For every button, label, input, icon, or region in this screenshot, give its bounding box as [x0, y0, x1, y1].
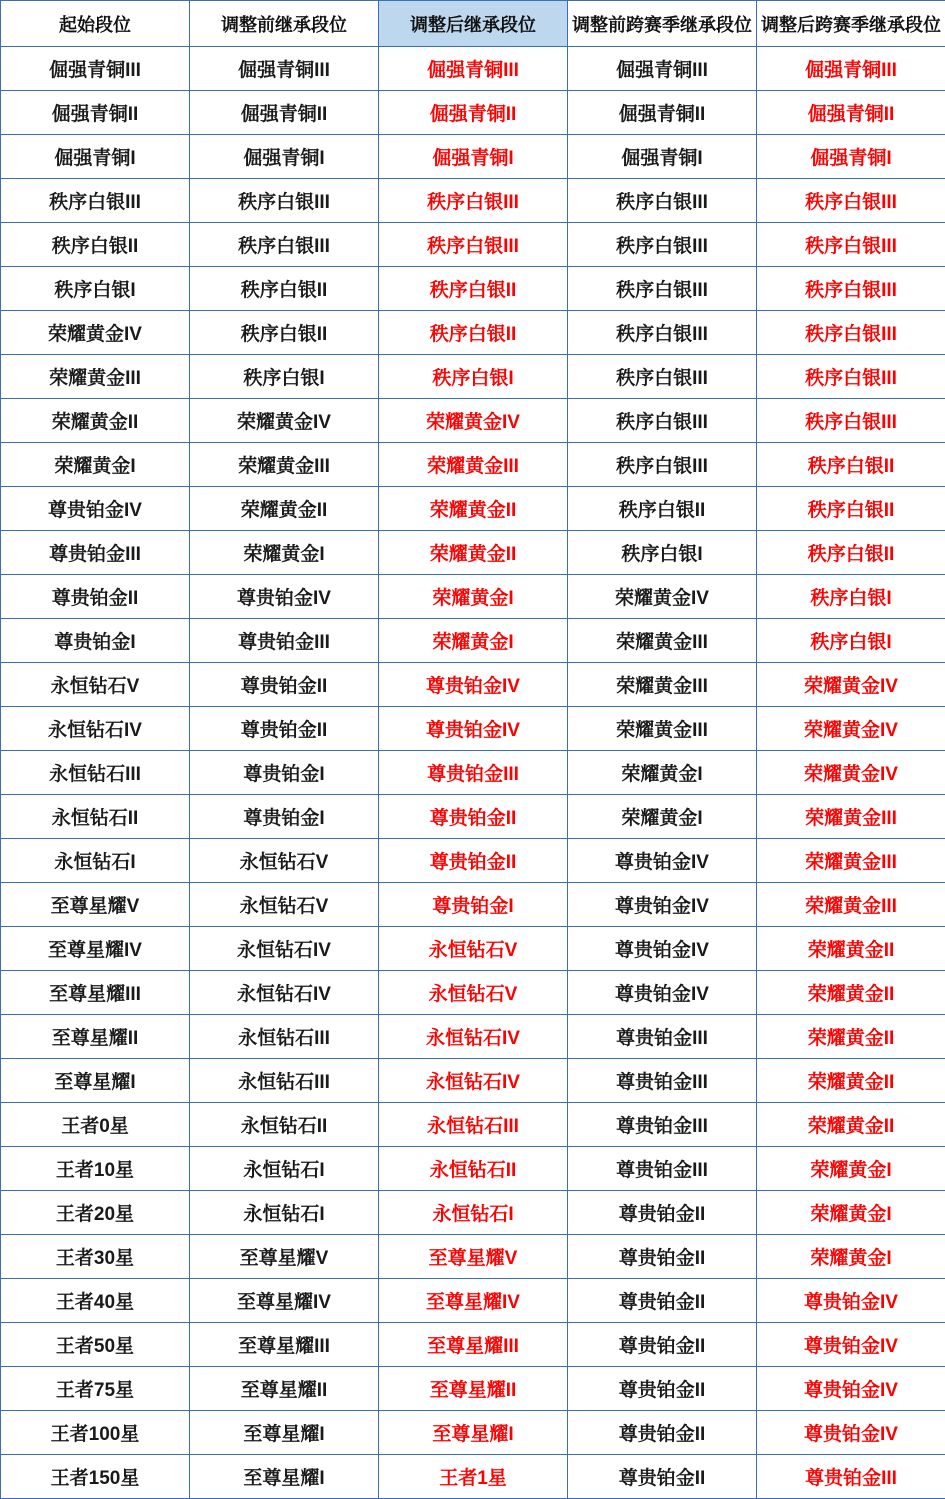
table-cell: 至尊星耀III [190, 1323, 379, 1367]
table-row [1, 795, 945, 839]
table-cell: 荣耀黄金IV [757, 707, 945, 751]
table-cell: 荣耀黄金II [757, 1015, 945, 1059]
table-cell: 永恒钻石V [379, 927, 568, 971]
table-cell: 秩序白银III [190, 179, 379, 223]
table-body [1, 47, 945, 1499]
column-header-after-inherit: 调整后继承段位 [379, 1, 568, 47]
table-cell: 至尊星耀IV [379, 1279, 568, 1323]
table-cell: 荣耀黄金II [757, 927, 945, 971]
table-cell: 秩序白银III [379, 179, 568, 223]
table-row [1, 355, 945, 399]
table-cell: 永恒钻石III [379, 1103, 568, 1147]
table-row [1, 1367, 945, 1411]
table-cell: 荣耀黄金II [379, 531, 568, 575]
table-cell: 荣耀黄金I [757, 1191, 945, 1235]
table-cell: 永恒钻石III [190, 1015, 379, 1059]
table-cell: 永恒钻石II [379, 1147, 568, 1191]
table-cell: 王者100星 [1, 1411, 190, 1455]
table-cell: 倔强青铜I [190, 135, 379, 179]
table-cell: 至尊星耀I [190, 1455, 379, 1499]
table-cell: 尊贵铂金IV [757, 1411, 945, 1455]
table-cell: 尊贵铂金I [190, 795, 379, 839]
table-cell: 荣耀黄金II [1, 399, 190, 443]
table-row [1, 971, 945, 1015]
table-cell: 荣耀黄金IV [757, 751, 945, 795]
table-cell: 荣耀黄金III [757, 795, 945, 839]
table-cell: 永恒钻石IV [190, 971, 379, 1015]
table-cell: 王者20星 [1, 1191, 190, 1235]
table-cell: 至尊星耀I [379, 1411, 568, 1455]
table-cell: 秩序白银I [568, 531, 757, 575]
table-cell: 荣耀黄金IV [757, 663, 945, 707]
table-cell: 尊贵铂金III [568, 1059, 757, 1103]
table-cell: 荣耀黄金III [757, 883, 945, 927]
table-cell: 荣耀黄金II [757, 1059, 945, 1103]
table-cell: 秩序白银III [568, 399, 757, 443]
table-cell: 秩序白银I [757, 575, 945, 619]
table-cell: 荣耀黄金I [379, 575, 568, 619]
table-row [1, 1455, 945, 1499]
table-cell: 尊贵铂金IV [757, 1323, 945, 1367]
table-cell: 荣耀黄金III [757, 839, 945, 883]
table-row [1, 135, 945, 179]
table-row [1, 663, 945, 707]
table-cell: 荣耀黄金I [568, 751, 757, 795]
table-cell: 尊贵铂金IV [757, 1279, 945, 1323]
table-cell: 尊贵铂金II [190, 663, 379, 707]
table-cell: 尊贵铂金III [568, 1103, 757, 1147]
table-cell: 王者40星 [1, 1279, 190, 1323]
table-cell: 至尊星耀V [1, 883, 190, 927]
table-cell: 永恒钻石II [1, 795, 190, 839]
table-cell: 永恒钻石IV [190, 927, 379, 971]
table-cell: 秩序白银III [568, 443, 757, 487]
table-cell: 至尊星耀V [379, 1235, 568, 1279]
table-cell: 王者1星 [379, 1455, 568, 1499]
table-cell: 荣耀黄金III [190, 443, 379, 487]
table-cell: 至尊星耀II [190, 1367, 379, 1411]
table-cell: 倔强青铜I [1, 135, 190, 179]
table-cell: 尊贵铂金II [190, 707, 379, 751]
table-cell: 荣耀黄金I [1, 443, 190, 487]
table-row [1, 927, 945, 971]
table-row [1, 399, 945, 443]
table-cell: 倔强青铜I [757, 135, 945, 179]
table-cell: 秩序白银II [757, 531, 945, 575]
table-cell: 尊贵铂金II [568, 1191, 757, 1235]
table-cell: 秩序白银III [568, 267, 757, 311]
table-cell: 荣耀黄金II [190, 487, 379, 531]
table-row [1, 575, 945, 619]
table-cell: 尊贵铂金II [379, 795, 568, 839]
table-cell: 至尊星耀II [379, 1367, 568, 1411]
table-cell: 尊贵铂金IV [190, 575, 379, 619]
table-cell: 永恒钻石III [190, 1059, 379, 1103]
table-cell: 荣耀黄金II [757, 1103, 945, 1147]
table-cell: 永恒钻石I [1, 839, 190, 883]
table-cell: 秩序白银II [379, 267, 568, 311]
table-cell: 尊贵铂金II [568, 1455, 757, 1499]
table-row [1, 91, 945, 135]
table-cell: 倔强青铜III [379, 47, 568, 91]
table-cell: 秩序白银I [757, 619, 945, 663]
table-cell: 永恒钻石I [379, 1191, 568, 1235]
table-cell: 王者10星 [1, 1147, 190, 1191]
table-row [1, 1323, 945, 1367]
table-cell: 永恒钻石III [1, 751, 190, 795]
table-cell: 尊贵铂金III [568, 1147, 757, 1191]
table-cell: 秩序白银II [190, 311, 379, 355]
table-cell: 秩序白银III [757, 399, 945, 443]
table-cell: 倔强青铜II [757, 91, 945, 135]
table-cell: 王者75星 [1, 1367, 190, 1411]
table-cell: 尊贵铂金IV [568, 839, 757, 883]
table-cell: 荣耀黄金IV [379, 399, 568, 443]
table-cell: 秩序白银III [568, 179, 757, 223]
table-cell: 尊贵铂金I [379, 883, 568, 927]
table-cell: 荣耀黄金III [568, 663, 757, 707]
column-header-before-inherit: 调整前继承段位 [190, 1, 379, 47]
table-row [1, 883, 945, 927]
table-cell: 秩序白银I [379, 355, 568, 399]
table-cell: 永恒钻石II [190, 1103, 379, 1147]
table-row [1, 1191, 945, 1235]
table-cell: 尊贵铂金III [190, 619, 379, 663]
table-header-row [1, 1, 945, 47]
table-cell: 至尊星耀II [1, 1015, 190, 1059]
table-cell: 秩序白银II [757, 487, 945, 531]
table-cell: 荣耀黄金IV [1, 311, 190, 355]
table-cell: 至尊星耀III [1, 971, 190, 1015]
table-cell: 尊贵铂金II [1, 575, 190, 619]
table-cell: 秩序白银II [379, 311, 568, 355]
table-cell: 尊贵铂金IV [757, 1367, 945, 1411]
table-cell: 至尊星耀IV [190, 1279, 379, 1323]
table-cell: 荣耀黄金II [757, 971, 945, 1015]
column-header-after-cross-season: 调整后跨赛季继承段位 [757, 1, 945, 47]
table-cell: 永恒钻石I [190, 1147, 379, 1191]
table-row [1, 487, 945, 531]
table-cell: 荣耀黄金I [757, 1147, 945, 1191]
table-cell: 荣耀黄金IV [568, 575, 757, 619]
table-cell: 荣耀黄金III [568, 707, 757, 751]
table-cell: 尊贵铂金I [1, 619, 190, 663]
table-row [1, 179, 945, 223]
table-cell: 尊贵铂金III [379, 751, 568, 795]
table-cell: 尊贵铂金II [379, 839, 568, 883]
table-cell: 王者30星 [1, 1235, 190, 1279]
table-cell: 荣耀黄金IV [190, 399, 379, 443]
table-cell: 王者0星 [1, 1103, 190, 1147]
table-cell: 秩序白银III [568, 311, 757, 355]
table-cell: 尊贵铂金III [568, 1015, 757, 1059]
table-row [1, 223, 945, 267]
table-cell: 至尊星耀IV [1, 927, 190, 971]
table-cell: 永恒钻石V [190, 839, 379, 883]
table-row [1, 1103, 945, 1147]
table-cell: 尊贵铂金IV [568, 927, 757, 971]
table-cell: 尊贵铂金IV [1, 487, 190, 531]
table-cell: 秩序白银II [190, 267, 379, 311]
table-row [1, 1147, 945, 1191]
table-cell: 倔强青铜I [568, 135, 757, 179]
table-cell: 尊贵铂金III [757, 1455, 945, 1499]
table-cell: 倔强青铜II [568, 91, 757, 135]
table-cell: 尊贵铂金III [1, 531, 190, 575]
table-row [1, 1411, 945, 1455]
table-row [1, 267, 945, 311]
table-cell: 倔强青铜II [379, 91, 568, 135]
table-cell: 至尊星耀I [1, 1059, 190, 1103]
table-cell: 永恒钻石I [190, 1191, 379, 1235]
table-cell: 永恒钻石V [1, 663, 190, 707]
table-cell: 秩序白银III [757, 355, 945, 399]
table-cell: 秩序白银I [1, 267, 190, 311]
table-row [1, 531, 945, 575]
table-cell: 至尊星耀III [379, 1323, 568, 1367]
table-row [1, 1279, 945, 1323]
table-cell: 倔强青铜III [757, 47, 945, 91]
table-cell: 秩序白银III [757, 311, 945, 355]
table-cell: 倔强青铜III [190, 47, 379, 91]
table-cell: 荣耀黄金I [379, 619, 568, 663]
table-cell: 永恒钻石V [190, 883, 379, 927]
table-cell: 至尊星耀V [190, 1235, 379, 1279]
table-row [1, 707, 945, 751]
table-row [1, 1235, 945, 1279]
table-cell: 倔强青铜II [1, 91, 190, 135]
table-cell: 尊贵铂金I [190, 751, 379, 795]
table-cell: 尊贵铂金II [568, 1279, 757, 1323]
table-cell: 秩序白银II [757, 443, 945, 487]
table-cell: 秩序白银II [568, 487, 757, 531]
table-cell: 尊贵铂金IV [568, 971, 757, 1015]
table-row [1, 311, 945, 355]
table-cell: 秩序白银III [757, 267, 945, 311]
table-cell: 王者50星 [1, 1323, 190, 1367]
table-cell: 秩序白银III [568, 223, 757, 267]
table-cell: 荣耀黄金I [190, 531, 379, 575]
table-cell: 秩序白银III [568, 355, 757, 399]
table-cell: 王者150星 [1, 1455, 190, 1499]
table-cell: 至尊星耀I [190, 1411, 379, 1455]
table-cell: 尊贵铂金IV [568, 883, 757, 927]
table-cell: 秩序白银III [757, 223, 945, 267]
table-cell: 荣耀黄金III [568, 619, 757, 663]
table-cell: 永恒钻石IV [379, 1059, 568, 1103]
table-cell: 倔强青铜III [1, 47, 190, 91]
table-cell: 秩序白银III [757, 179, 945, 223]
table-row [1, 839, 945, 883]
table-cell: 荣耀黄金I [757, 1235, 945, 1279]
column-header-before-cross-season: 调整前跨赛季继承段位 [568, 1, 757, 47]
table-cell: 倔强青铜I [379, 135, 568, 179]
table-row [1, 1015, 945, 1059]
table-cell: 尊贵铂金II [568, 1367, 757, 1411]
table-cell: 尊贵铂金IV [379, 707, 568, 751]
table-cell: 永恒钻石IV [1, 707, 190, 751]
table-cell: 永恒钻石IV [379, 1015, 568, 1059]
table-cell: 尊贵铂金II [568, 1323, 757, 1367]
table-row [1, 1059, 945, 1103]
table-cell: 尊贵铂金II [568, 1235, 757, 1279]
column-header-start-rank: 起始段位 [1, 1, 190, 47]
table-cell: 荣耀黄金I [568, 795, 757, 839]
table-cell: 秩序白银I [190, 355, 379, 399]
table-cell: 荣耀黄金III [379, 443, 568, 487]
table-cell: 倔强青铜III [568, 47, 757, 91]
table-row [1, 47, 945, 91]
table-cell: 荣耀黄金III [1, 355, 190, 399]
table-cell: 荣耀黄金II [379, 487, 568, 531]
table-cell: 秩序白银III [190, 223, 379, 267]
table-cell: 秩序白银II [1, 223, 190, 267]
table-cell: 尊贵铂金IV [379, 663, 568, 707]
table-row [1, 751, 945, 795]
table-cell: 秩序白银III [1, 179, 190, 223]
table-cell: 永恒钻石V [379, 971, 568, 1015]
table-cell: 尊贵铂金II [568, 1411, 757, 1455]
table-cell: 秩序白银III [379, 223, 568, 267]
table-cell: 倔强青铜II [190, 91, 379, 135]
table-row [1, 619, 945, 663]
table-row [1, 443, 945, 487]
